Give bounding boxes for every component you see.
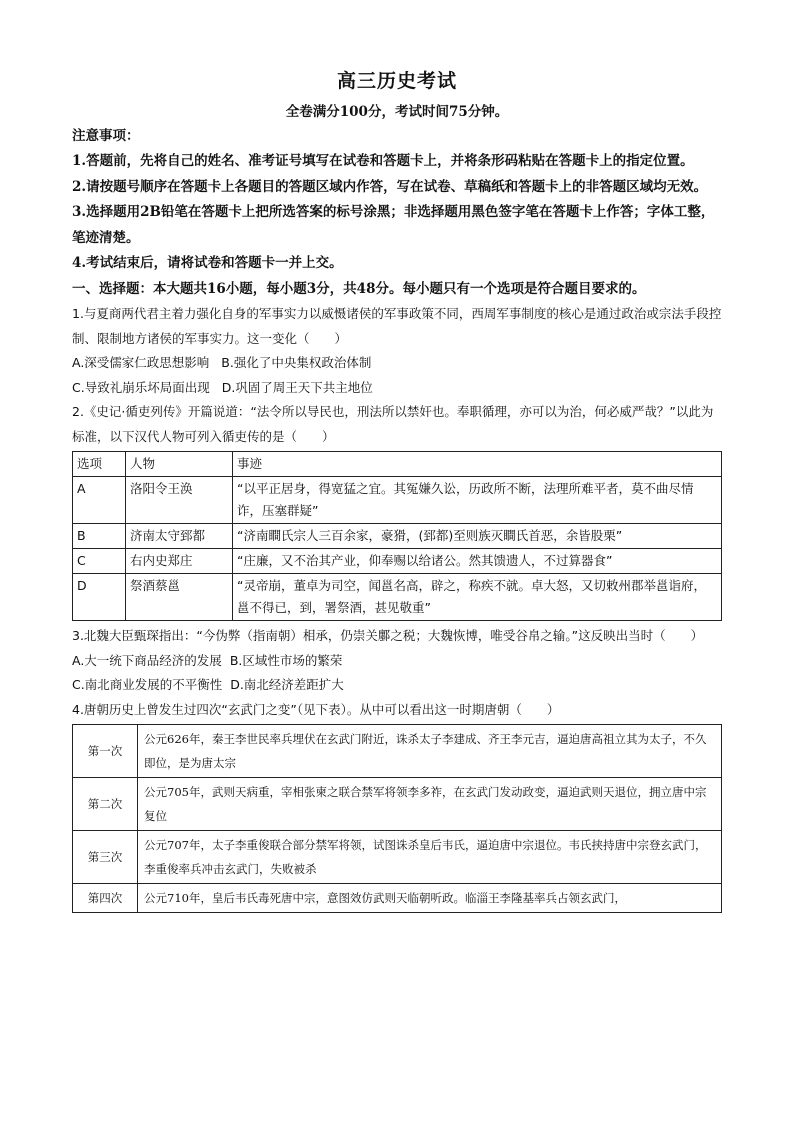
question-1-option-d: D.巩固了周王天下共主地位 — [221, 379, 373, 395]
table-header-cell: 事迹 — [233, 452, 722, 477]
table-cell: 第四次 — [73, 884, 138, 913]
table-cell: 祭酒蔡邕 — [126, 574, 233, 621]
notice-heading: 注意事项： — [72, 128, 140, 144]
question-1-option-c: C.导致礼崩乐坏局面出现 — [72, 379, 210, 395]
table-header-cell: 人物 — [126, 452, 233, 477]
table-cell: “济南瞷氏宗人三百余家，豪猾，(郅都)至则族灭瞷氏首恶，余皆股栗” — [233, 524, 722, 549]
question-1-options-row-2 — [72, 376, 722, 401]
table-cell: 公元707年，太子李重俊联合部分禁军将领，试图诛杀皇后韦氏，逼迫唐中宗退位。韦氏挟持唐中宗登玄武门，李重俊率兵冲击玄武门，失败被杀 — [138, 831, 722, 884]
table-cell: C — [73, 549, 126, 574]
table-cell: 济南太守郅都 — [126, 524, 233, 549]
table-cell: B — [73, 524, 126, 549]
exam-page — [72, 68, 722, 916]
question-1-option-b: B.强化了中央集权政治体制 — [221, 355, 372, 370]
notice-item-3: 3.选择题用2B铅笔在答题卡上把所选答案的标号涂黑；非选择题用黑色签字笔在答题卡上作答；字体工整，笔迹清楚。 — [72, 204, 715, 246]
table-header-cell: 选项 — [73, 452, 126, 477]
table-row — [73, 549, 722, 574]
question-4-table — [72, 724, 722, 913]
notice-item-1: 1.答题前，先将自己的姓名、准考证号填写在试卷和答题卡上，并将条形码粘贴在答题卡上的指定位置。 — [72, 153, 694, 169]
table-row — [73, 831, 722, 884]
table-cell: 公元710年，皇后韦氏毒死唐中宗，意图效仿武则天临朝听政。临淄王李隆基率兵占领玄武门， — [138, 884, 722, 913]
table-row — [73, 725, 722, 778]
table-cell: 第一次 — [73, 725, 138, 778]
notice-item-4: 4.考试结束后，请将试卷和答题卡一并上交。 — [72, 255, 343, 271]
table-header-row — [73, 452, 722, 477]
question-3-option-a: A.大一统下商品经济的发展 — [72, 652, 222, 668]
table-cell: 洛阳令王涣 — [126, 477, 233, 524]
table-cell: 公元705年，武则天病重，宰相张柬之联合禁军将领李多祚，在玄武门发动政变，逼迫武则天退位，拥立唐中宗复位 — [138, 778, 722, 831]
table-cell: “灵帝崩，董卓为司空，闻邕名高，辟之，称疾不就。卓大怒，又切敕州郡举邕诣府，邕不得已，到，署祭酒，甚见敬重” — [233, 574, 722, 621]
question-3-options-row-1 — [72, 649, 722, 674]
question-3-option-d: D.南北经济差距扩大 — [230, 677, 344, 692]
table-cell: A — [73, 477, 126, 524]
table-row — [73, 524, 722, 549]
table-cell: 第二次 — [73, 778, 138, 831]
question-3-option-b: B.区域性市场的繁荣 — [229, 652, 343, 668]
question-2-stem: 2.《史记·循吏列传》开篇说道：“法令所以导民也，刑法所以禁奸也。奉职循理，亦可以为治，何必威严哉？”以此为标准，以下汉代人物可列入循吏传的是（ ） — [72, 404, 714, 444]
table-cell: 第三次 — [73, 831, 138, 884]
question-3-options-row-2 — [72, 673, 722, 698]
exam-subtitle: 全卷满分100分，考试时间75分钟。 — [285, 104, 509, 120]
exam-title: 高三历史考试 — [336, 70, 457, 92]
question-2-table — [72, 451, 722, 621]
table-cell: D — [73, 574, 126, 621]
section-heading: 一、选择题：本大题共16小题，每小题3分，共48分。每小题只有一个选项是符合题目要求的。 — [72, 280, 646, 297]
question-3-option-c: C.南北商业发展的不平衡性 — [72, 677, 223, 692]
question-4-stem: 4.唐朝历史上曾发生过四次“玄武门之变”（见下表）。从中可以看出这一时期唐朝（ ） — [72, 701, 560, 717]
table-row — [73, 778, 722, 831]
table-row — [73, 574, 722, 621]
question-1-options-row-1 — [72, 351, 722, 376]
question-1-stem: 1.与夏商两代君主着力强化自身的军事实力以威慑诸侯的军事政策不同，西周军事制度的核心是通过政治或宗法手段控制、限制地方诸侯的军事实力。这一变化（ ） — [72, 306, 722, 346]
table-cell: “庄廉，又不治其产业，仰奉赐以给诸公。然其馈遗人，不过算器食” — [233, 549, 722, 574]
table-row — [73, 477, 722, 524]
notice-item-2: 2.请按题号顺序在答题卡上各题目的答题区域内作答，写在试卷、草稿纸和答题卡上的非答题区域均无效。 — [72, 178, 708, 195]
question-3-stem: 3.北魏大臣甄琛指出：“今伪弊（指南朝）相承，仍崇关鄽之税；大魏恢博，唯受谷帛之输。”这反映出当时（ ） — [72, 628, 704, 643]
question-1-option-a: A.深受儒家仁政思想影响 — [72, 355, 210, 370]
table-cell: 公元626年，秦王李世民率兵埋伏在玄武门附近，诛杀太子李建成、齐王李元吉，逼迫唐高祖立其为太子，不久即位，是为唐太宗 — [138, 725, 722, 778]
table-row — [73, 884, 722, 913]
table-cell: 右内史郑庄 — [126, 549, 233, 574]
table-cell: “以平正居身，得宽猛之宜。其冤嫌久讼，历政所不断，法理所难平者，莫不曲尽情诈，压塞群疑” — [233, 477, 722, 524]
